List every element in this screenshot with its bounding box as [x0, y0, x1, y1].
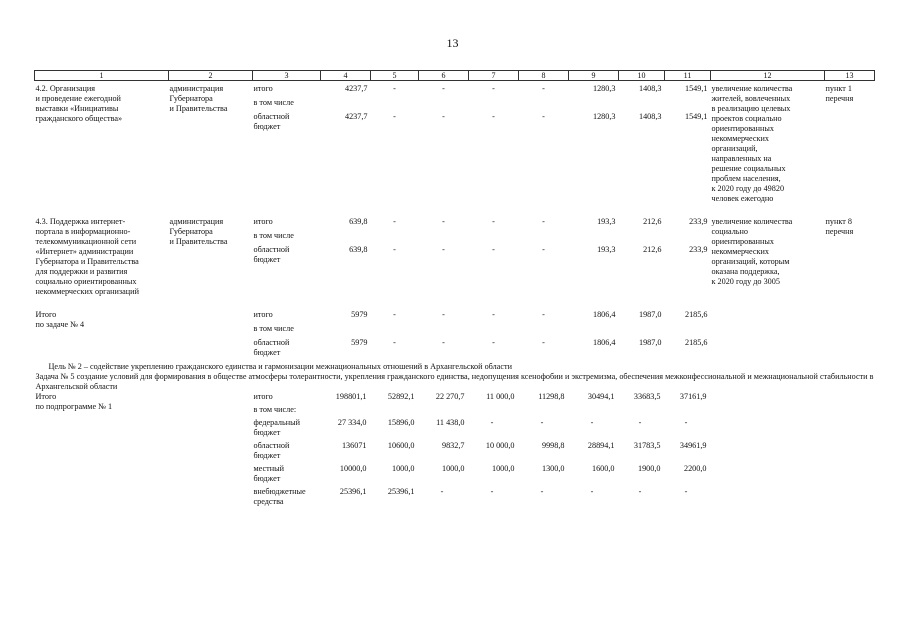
item-name-line: Губернатора и Правительства [35, 257, 139, 266]
value-cell [569, 392, 619, 510]
value: - [542, 217, 545, 226]
value-cell [519, 214, 569, 307]
source-entry [254, 245, 320, 265]
value [420, 405, 468, 415]
value [322, 98, 368, 108]
executor-line: администрация [169, 217, 224, 226]
reference [825, 392, 875, 510]
value: - [442, 84, 445, 93]
value: 212,6 [643, 217, 662, 226]
source-entry [254, 441, 320, 461]
source-line: итого [253, 310, 273, 319]
source-line: итого [253, 217, 273, 226]
value: 25396,1 [387, 487, 415, 496]
value-cell [569, 307, 619, 362]
value [570, 405, 618, 415]
value: 1600,0 [591, 464, 615, 473]
value [666, 405, 710, 415]
item-name-line: по подпрограмме № 1 [35, 402, 113, 411]
value: 5979 [351, 310, 368, 319]
value: - [393, 245, 396, 254]
item-name-line: по задаче № 4 [35, 320, 85, 329]
expected-result-line: в реализацию целевых [711, 104, 791, 113]
source-entry [254, 217, 320, 227]
value [620, 324, 662, 334]
value: 30494,1 [587, 392, 615, 401]
expected-result-line: направленных на [711, 154, 772, 163]
value [520, 405, 568, 415]
value [470, 231, 518, 241]
source-line: бюджет [253, 348, 281, 357]
column-number-row [35, 71, 875, 81]
value: - [542, 84, 545, 93]
value-cell [665, 81, 711, 215]
value: 31783,5 [633, 441, 661, 450]
expected-result-line: некоммерческих [711, 134, 769, 143]
value: - [393, 84, 396, 93]
item-name-line: для поддержки и развития [35, 267, 128, 276]
source-line: в том числе [253, 324, 294, 333]
expected-result-line: проблем населения, [711, 174, 781, 183]
value-cell [619, 392, 665, 510]
value: 9998,8 [541, 441, 565, 450]
value [322, 231, 368, 241]
value-cell [321, 307, 371, 362]
value [520, 98, 568, 108]
value: 1000,0 [391, 464, 415, 473]
value: 233,9 [689, 217, 708, 226]
value: 37161,9 [679, 392, 707, 401]
goal-row [35, 362, 875, 372]
goal-text: Цель № 2 – содействие укреплению гражданского единства и гармонизации межнациональных отношений в Архангельской области [48, 362, 512, 371]
value: 1806,4 [592, 338, 616, 347]
executor-line: и Правительства [169, 104, 228, 113]
item-name [35, 81, 169, 215]
source-line: итого [253, 392, 273, 401]
value [620, 98, 662, 108]
item-name [35, 214, 169, 307]
source-entry [254, 112, 320, 132]
value-cell [665, 392, 711, 510]
value: 1806,4 [592, 310, 616, 319]
value: - [540, 487, 544, 496]
value-cell [371, 214, 419, 307]
value: 193,3 [597, 245, 616, 254]
value: 639,8 [349, 245, 368, 254]
value: 1300,0 [541, 464, 565, 473]
item-name [35, 392, 169, 510]
expected-result [711, 214, 825, 307]
value: - [393, 217, 396, 226]
value-cell [371, 81, 419, 215]
source-line: в том числе [253, 231, 294, 240]
reference [825, 307, 875, 362]
value: 52892,1 [387, 392, 415, 401]
value-cell [619, 214, 665, 307]
value [420, 324, 468, 334]
expected-result-line: оказана поддержка, [711, 267, 780, 276]
executor-line: и Правительства [169, 237, 228, 246]
value-cell [569, 81, 619, 215]
value: - [442, 245, 445, 254]
value: - [684, 487, 688, 496]
source-line: бюджет [253, 474, 281, 483]
item-name-line: гражданского общества» [35, 114, 123, 123]
value: - [638, 487, 642, 496]
value: - [440, 487, 444, 496]
column-number: 10 [619, 71, 665, 81]
item-name-line: 4.3. Поддержка интернет- [35, 217, 126, 226]
column-number: 3 [253, 71, 321, 81]
expected-result-line: жителей, вовлеченных [711, 94, 791, 103]
row-item-4-3 [35, 214, 875, 307]
value: 27 334,0 [337, 418, 367, 427]
column-number: 6 [419, 71, 469, 81]
source-line: в том числе [253, 98, 294, 107]
item-name-line: и проведение ежегодной [35, 94, 121, 103]
source-line: областной [253, 338, 290, 347]
item-name-line: телекоммуникационной сети [35, 237, 137, 246]
value: 33683,5 [633, 392, 661, 401]
value: - [492, 112, 495, 121]
value: 1549,1 [684, 112, 708, 121]
value-cell [419, 81, 469, 215]
value [372, 405, 418, 415]
value: 1900,0 [637, 464, 661, 473]
source-line: областной [253, 245, 290, 254]
source-line: областной [253, 441, 290, 450]
value: 1987,0 [638, 338, 662, 347]
item-name-line: «Интернет» администрации [35, 247, 134, 256]
value: 28894,1 [587, 441, 615, 450]
source-line: бюджет [253, 255, 281, 264]
source-line: областной [253, 112, 290, 121]
source-line: бюджет [253, 451, 281, 460]
value [322, 324, 368, 334]
value: - [542, 245, 545, 254]
value: 1987,0 [638, 310, 662, 319]
value: - [442, 112, 445, 121]
value: - [393, 338, 396, 347]
value: 639,8 [349, 217, 368, 226]
value: 22 270,7 [435, 392, 465, 401]
row-item-4-2 [35, 81, 875, 215]
value: 2185,6 [684, 310, 708, 319]
item-name-line: Итого [35, 310, 57, 319]
value: - [638, 418, 642, 427]
column-number: 2 [169, 71, 253, 81]
value-cell [469, 392, 519, 510]
value: 233,9 [689, 245, 708, 254]
expected-result-line: человек ежегодно [711, 194, 774, 203]
column-number: 1 [35, 71, 169, 81]
program-table [34, 70, 875, 510]
value: 10600,0 [387, 441, 415, 450]
value: 1280,3 [592, 84, 616, 93]
value: - [492, 217, 495, 226]
source-entry [254, 464, 320, 484]
value [666, 98, 708, 108]
source-line: в том числе: [253, 405, 297, 414]
value: 9832,7 [441, 441, 465, 450]
value [520, 324, 568, 334]
expected-result-line: организаций, [711, 144, 758, 153]
value [470, 405, 518, 415]
item-name-line: Итого [35, 392, 57, 401]
value: - [492, 310, 495, 319]
value: - [492, 338, 495, 347]
expected-result-line: проектов социально [711, 114, 782, 123]
executor-line: Губернатора [169, 227, 213, 236]
value: 1408,3 [638, 112, 662, 121]
value: 1408,3 [638, 84, 662, 93]
row-subprogram-total [35, 392, 875, 510]
source-line: федеральный [253, 418, 301, 427]
source-line: итого [253, 84, 273, 93]
expected-result [711, 392, 825, 510]
value: 11 438,0 [436, 418, 465, 427]
value-cell [619, 307, 665, 362]
reference [825, 81, 875, 215]
value-cell [321, 392, 371, 510]
value-cell [665, 214, 711, 307]
value [666, 324, 708, 334]
expected-result-line: некоммерческих [711, 247, 769, 256]
value-cell [569, 214, 619, 307]
value: 136071 [341, 441, 367, 450]
expected-result-line: социально [711, 227, 748, 236]
source-entry [254, 405, 320, 415]
source-line: внебюджетные [253, 487, 306, 496]
source-line: бюджет [253, 428, 281, 437]
value: 2185,6 [684, 338, 708, 347]
reference-line: перечня [825, 94, 854, 103]
source-entry [254, 487, 320, 507]
value: - [590, 418, 594, 427]
value: - [542, 338, 545, 347]
value: 212,6 [643, 245, 662, 254]
reference-line: пункт 8 [825, 217, 852, 226]
row-task4-total [35, 307, 875, 362]
value: 5979 [351, 338, 368, 347]
item-name-line: портала в информационно- [35, 227, 131, 236]
column-number: 12 [711, 71, 825, 81]
value [570, 231, 616, 241]
value: 15896,0 [387, 418, 415, 427]
page-number: 13 [446, 36, 459, 50]
source-entry [254, 338, 320, 358]
column-number: 7 [469, 71, 519, 81]
value [620, 405, 664, 415]
value: 193,3 [597, 217, 616, 226]
value-cell [419, 307, 469, 362]
value: 1000,0 [441, 464, 465, 473]
source-entry [254, 84, 320, 94]
value: 4237,7 [344, 84, 368, 93]
value-cell [419, 214, 469, 307]
funding-source [253, 307, 321, 362]
reference-line: перечня [825, 227, 854, 236]
source-entry [254, 310, 320, 320]
value: - [542, 310, 545, 319]
executor [169, 214, 253, 307]
expected-result-line: решение социальных [711, 164, 786, 173]
source-entry [254, 231, 320, 241]
value: - [540, 418, 544, 427]
value [520, 231, 568, 241]
source-entry [254, 392, 320, 402]
value [470, 324, 518, 334]
funding-source [253, 214, 321, 307]
value: 1549,1 [684, 84, 708, 93]
value: - [442, 310, 445, 319]
value-cell [321, 81, 371, 215]
value: - [542, 112, 545, 121]
expected-result-line: организаций, которым [711, 257, 790, 266]
expected-result-line: увеличение количества [711, 84, 793, 93]
task-row [35, 372, 875, 392]
value [666, 231, 708, 241]
value: 11298,8 [538, 392, 565, 401]
value-cell [469, 81, 519, 215]
executor-line: администрация [169, 84, 224, 93]
funding-source [253, 392, 321, 510]
source-entry [254, 98, 320, 108]
value-cell [469, 307, 519, 362]
value-cell [519, 81, 569, 215]
executor [169, 392, 253, 510]
value-cell [419, 392, 469, 510]
value: 198801,1 [335, 392, 367, 401]
value-cell [665, 307, 711, 362]
value [372, 324, 418, 334]
value-cell [519, 392, 569, 510]
value [420, 98, 468, 108]
source-entry [254, 324, 320, 334]
value-cell [371, 392, 419, 510]
value: - [442, 217, 445, 226]
item-name [35, 307, 169, 362]
reference-line: пункт 1 [825, 84, 852, 93]
value: - [490, 418, 494, 427]
source-line: средства [253, 497, 284, 506]
value [372, 98, 418, 108]
value-cell [321, 214, 371, 307]
value: - [492, 84, 495, 93]
value [420, 231, 468, 241]
value [322, 405, 370, 415]
value: 34961,9 [679, 441, 707, 450]
column-number: 11 [665, 71, 711, 81]
value [372, 231, 418, 241]
value: - [442, 338, 445, 347]
source-line: бюджет [253, 122, 281, 131]
value [570, 98, 616, 108]
item-name-line: 4.2. Организация [35, 84, 95, 93]
item-name-line: некоммерческих организаций [35, 287, 139, 296]
value: - [393, 112, 396, 121]
expected-result-line: ориентированных [711, 124, 774, 133]
value: 1280,3 [592, 112, 616, 121]
expected-result-line: к 2020 году до 3005 [711, 277, 780, 286]
value: 4237,7 [344, 112, 368, 121]
expected-result-line: к 2020 году до 49820 [711, 184, 785, 193]
value: - [492, 245, 495, 254]
value: 10000,0 [339, 464, 367, 473]
column-number: 4 [321, 71, 371, 81]
value-cell [371, 307, 419, 362]
column-number: 5 [371, 71, 419, 81]
source-entry [254, 418, 320, 438]
executor-line: Губернатора [169, 94, 213, 103]
source-line: местный [253, 464, 284, 473]
value: 25396,1 [339, 487, 367, 496]
expected-result [711, 307, 825, 362]
value-cell [519, 307, 569, 362]
executor [169, 307, 253, 362]
value [470, 98, 518, 108]
task-text: Задача № 5 создание условий для формирования в обществе атмосферы толерантности, укрепления гражданского единства, недопущения ксенофобии и экстремизма, обеспечения межконфессиональной и межнациональной стабильности в Архангельской области [35, 372, 874, 391]
value: 10 000,0 [485, 441, 515, 450]
column-number: 9 [569, 71, 619, 81]
expected-result-line: ориентированных [711, 237, 774, 246]
value: - [490, 487, 494, 496]
item-name-line: социально ориентированных [35, 277, 137, 286]
value [570, 324, 616, 334]
value: 11 000,0 [486, 392, 515, 401]
value: 2200,0 [683, 464, 707, 473]
value: - [590, 487, 594, 496]
value: - [393, 310, 396, 319]
column-number: 8 [519, 71, 569, 81]
executor [169, 81, 253, 215]
value: - [684, 418, 688, 427]
expected-result [711, 81, 825, 215]
expected-result-line: увеличение количества [711, 217, 793, 226]
value-cell [619, 81, 665, 215]
item-name-line: выставки «Инициативы [35, 104, 119, 113]
value: 1000,0 [491, 464, 515, 473]
reference [825, 214, 875, 307]
value [620, 231, 662, 241]
funding-source [253, 81, 321, 215]
value-cell [469, 214, 519, 307]
column-number: 13 [825, 71, 875, 81]
